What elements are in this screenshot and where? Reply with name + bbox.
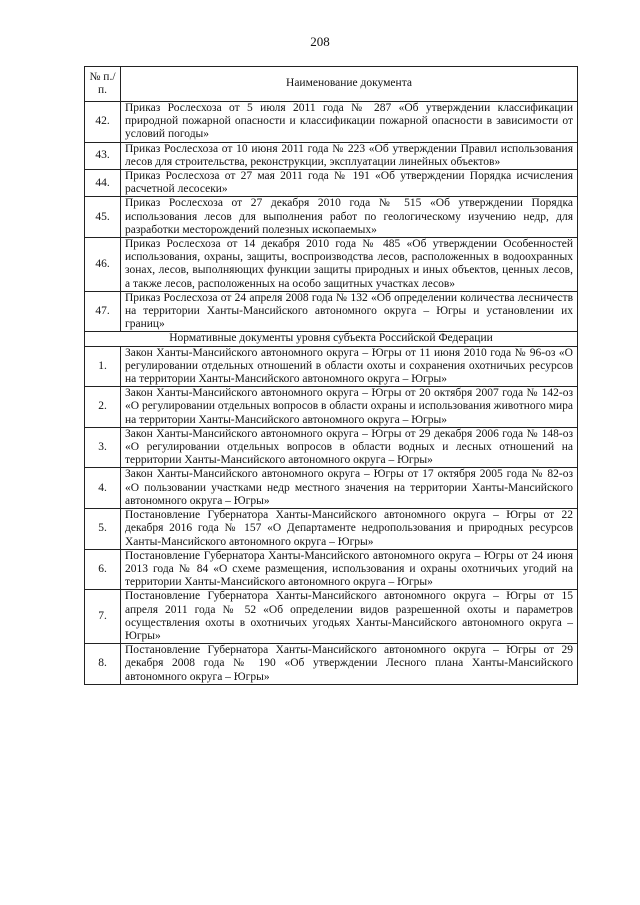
section-title: Нормативные документы уровня субъекта Российской Федерации	[85, 332, 578, 346]
row-number: 5.	[85, 509, 121, 550]
table-row	[85, 238, 578, 292]
documents-table	[84, 66, 578, 685]
document-name: Приказ Рослесхоза от 14 декабря 2010 года № 485 «Об утверждении Особенностей использования, охраны, защиты, воспроизводства лесов, расположенных в водоохранных зонах, лесов, выполняющих функции защиты природных и иных объектов, ценных лесов, а также лесов, расположенных на особо защитных участках лесов»	[121, 238, 578, 292]
document-name: Закон Ханты-Мансийского автономного округа – Югры от 11 июня 2010 года № 96-оз «О регулировании отдельных отношений в области охоты и сохранения охотничьих ресурсов на территории Ханты-Мансийского автономного округа – Югры»	[121, 346, 578, 387]
document-name: Закон Ханты-Мансийского автономного округа – Югры от 17 октября 2005 года № 82-оз «О пользовании участками недр местного значения на территории Ханты-Мансийского автономного округа – Югры»	[121, 468, 578, 509]
row-number: 43.	[85, 142, 121, 169]
document-name: Закон Ханты-Мансийского автономного округа – Югры от 20 октября 2007 года № 142-оз «О регулировании отдельных вопросов в области охраны и использования животного мира на территории Ханты-Мансийского автономного округа – Югры»	[121, 387, 578, 428]
document-name: Приказ Рослесхоза от 5 июля 2011 года № 287 «Об утверждении классификации природной пожарной опасности и классификации пожарной опасности в зависимости от условий погоды»	[121, 102, 578, 143]
row-number: 2.	[85, 387, 121, 428]
row-number: 6.	[85, 549, 121, 590]
row-number: 42.	[85, 102, 121, 143]
row-number: 8.	[85, 644, 121, 685]
table-row	[85, 170, 578, 197]
header-number: № п./п.	[85, 67, 121, 102]
table-row	[85, 387, 578, 428]
document-name: Постановление Губернатора Ханты-Мансийского автономного округа – Югры от 29 декабря 2008 года № 190 «Об утверждении Лесного плана Ханты-Мансийского автономного округа – Югры»	[121, 644, 578, 685]
table-row	[85, 291, 578, 332]
table-row	[85, 509, 578, 550]
document-name: Приказ Рослесхоза от 27 декабря 2010 года № 515 «Об утверждении Порядка использования лесов для выполнения работ по геологическому изучению недр, для разработки месторождений полезных ископаемых»	[121, 197, 578, 238]
table-row	[85, 644, 578, 685]
row-number: 44.	[85, 170, 121, 197]
table-row	[85, 102, 578, 143]
table-row	[85, 197, 578, 238]
row-number: 7.	[85, 590, 121, 644]
table-row	[85, 142, 578, 169]
row-number: 47.	[85, 291, 121, 332]
row-number: 45.	[85, 197, 121, 238]
document-name: Приказ Рослесхоза от 10 июня 2011 года № 223 «Об утверждении Правил использования лесов для строительства, реконструкции, эксплуатации линейных объектов»	[121, 142, 578, 169]
page-number: 208	[310, 34, 330, 49]
table-row	[85, 427, 578, 468]
row-number: 3.	[85, 427, 121, 468]
row-number: 4.	[85, 468, 121, 509]
document-name: Постановление Губернатора Ханты-Мансийского автономного округа – Югры от 15 апреля 2011 года № 52 «Об определении видов разрешенной охоты и параметров осуществления охоты в охотничьих угодьях Ханты-Мансийского автономного округа – Югры»	[121, 590, 578, 644]
document-name: Закон Ханты-Мансийского автономного округа – Югры от 29 декабря 2006 года № 148-оз «О регулировании отдельных вопросов в области водных и лесных отношений на территории Ханты-Мансийского автономного округа – Югры»	[121, 427, 578, 468]
document-name: Постановление Губернатора Ханты-Мансийского автономного округа – Югры от 24 июня 2013 года № 84 «О схеме размещения, использования и охраны охотничьих угодий на территории Ханты-Мансийского автономного округа – Югры»	[121, 549, 578, 590]
row-number: 1.	[85, 346, 121, 387]
table-row	[85, 346, 578, 387]
document-name: Постановление Губернатора Ханты-Мансийского автономного округа – Югры от 22 декабря 2016 года № 157 «О Департаменте недропользования и природных ресурсов Ханты-Мансийского автономного округа – Югры»	[121, 509, 578, 550]
table-row	[85, 590, 578, 644]
table-header-row	[85, 67, 578, 102]
document-name: Приказ Рослесхоза от 27 мая 2011 года № 191 «Об утверждении Порядка исчисления расчетной лесосеки»	[121, 170, 578, 197]
row-number: 46.	[85, 238, 121, 292]
table-row	[85, 549, 578, 590]
section-row	[85, 332, 578, 346]
table-row	[85, 468, 578, 509]
header-document-name: Наименование документа	[121, 67, 578, 102]
document-name: Приказ Рослесхоза от 24 апреля 2008 года № 132 «Об определении количества лесничеств на территории Ханты-Мансийского автономного округа – Югры и установлении их границ»	[121, 291, 578, 332]
